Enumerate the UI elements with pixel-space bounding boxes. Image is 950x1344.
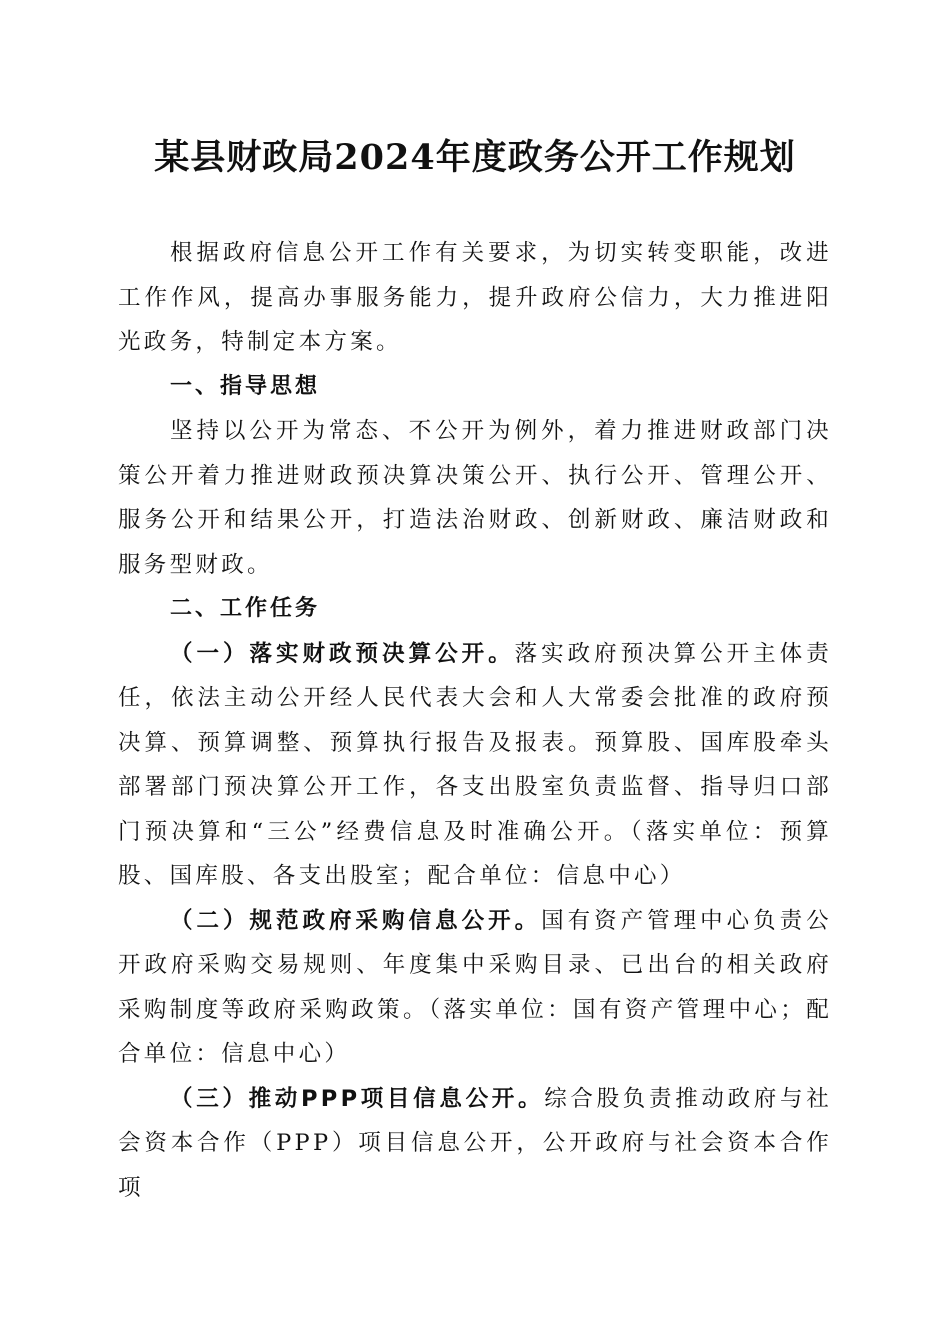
task-item-ppp-disclosure xyxy=(118,1077,832,1211)
guiding-ideology-paragraph: 坚持以公开为常态、不公开为例外，着力推进财政部门决策公开着力推进财政预决算决策公开、执行公开、管理公开、服务公开和结果公开，打造法治财政、创新财政、廉洁财政和服务型财政。 xyxy=(118,418,832,578)
task-item-procurement-disclosure xyxy=(118,899,832,1077)
task-item-lead: （二）规范政府采购信息公开。 xyxy=(170,907,542,934)
task-item-lead: （一）落实财政预决算公开。 xyxy=(170,640,515,667)
task-item-text: 国有资产管理中心负责公开政府采购交易规则、年度集中采购目录、已出台的相关政府采购制度等政府采购政策。（落实单位：国有资产管理中心；配合单位：信息中心） xyxy=(118,907,832,1067)
document-body xyxy=(118,231,832,1210)
section-heading-work-tasks: 二、工作任务 xyxy=(170,596,321,621)
intro-paragraph: 根据政府信息公开工作有关要求，为切实转变职能，改进工作作风，提高办事服务能力，提升政府公信力，大力推进阳光政务，特制定本方案。 xyxy=(118,240,832,355)
task-item-text: 综合股负责推动政府与社会资本合作（PPP）项目信息公开，公开政府与社会资本合作项 xyxy=(118,1085,832,1201)
task-item-text: 落实政府预决算公开主体责任，依法主动公开经人民代表大会和人大常委会批准的政府预决算、预算调整、预算执行报告及报表。预算股、国库股牵头部署部门预决算公开工作，各支出股室负责监督、指导归口部门预决算和“三公”经费信息及时准确公开。（落实单位：预算股、国库股、各支出股室；配合单位：信息中心） xyxy=(118,640,832,889)
section-heading-guiding-ideology: 一、指导思想 xyxy=(170,373,321,399)
document-title: 某县财政局2024年度政务公开工作规划 xyxy=(154,137,796,178)
task-item-lead: （三）推动PPP项目信息公开。 xyxy=(170,1085,545,1112)
task-item-budget-disclosure xyxy=(118,632,832,899)
